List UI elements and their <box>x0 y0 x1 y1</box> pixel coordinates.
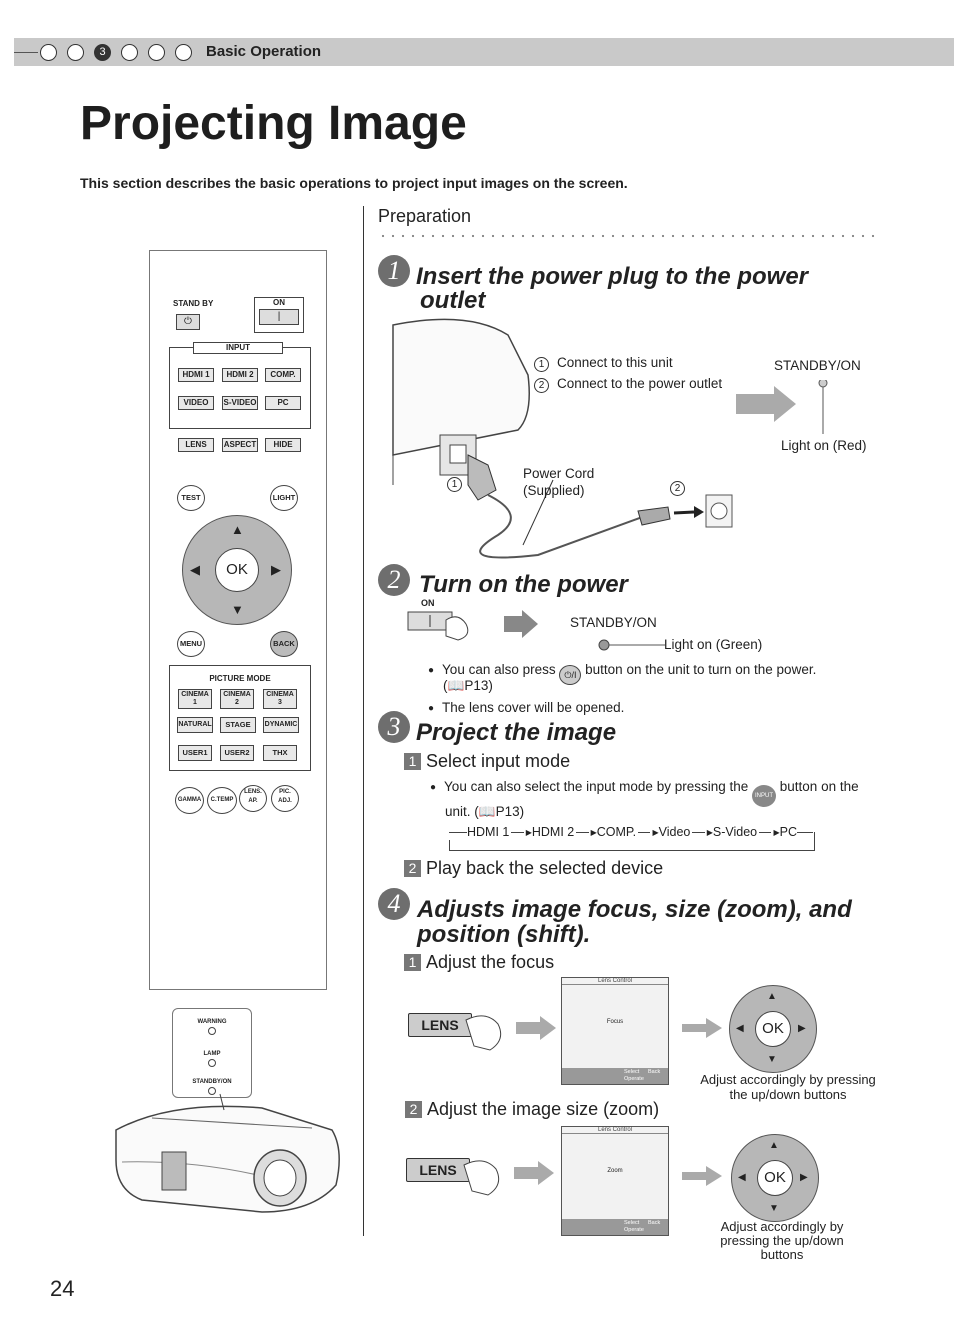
step2-heading: Turn on the power <box>419 571 628 598</box>
cinema2-button: CINEMA 2 <box>220 689 254 709</box>
circled-2-icon: 2 <box>534 378 549 393</box>
hdmi2-button: HDMI 2 <box>222 368 258 382</box>
step4-sub1-text: Adjust the focus <box>426 952 555 972</box>
user1-button: USER1 <box>178 745 212 761</box>
up-arrow-icon: ▲ <box>231 522 244 537</box>
standby-label: STANDBY/ON <box>192 1079 232 1085</box>
remote-ok-button: OK <box>215 548 259 592</box>
step4-number: 4 <box>378 888 410 920</box>
zoom-back: Back <box>648 1220 661 1226</box>
circled-1-icon: 1 <box>534 357 549 372</box>
focus-screen-title: Lens Control <box>562 978 668 985</box>
zoom-note-line3: buttons <box>760 1247 804 1262</box>
gamma-button: GAMMA <box>175 787 204 814</box>
lens-button-focus: LENS <box>408 1013 472 1037</box>
step3-sub1-number: 1 <box>404 753 421 770</box>
test-button: TEST <box>177 485 205 511</box>
step3-sub2-text: Play back the selected device <box>426 858 664 878</box>
step3-bullet-a: You can also select the input mode by pressing the <box>444 779 749 794</box>
thx-button: THX <box>263 745 297 761</box>
zoom-screen <box>561 1126 669 1236</box>
lens-button: LENS <box>178 438 214 452</box>
flow-video: Video <box>658 825 691 839</box>
step3-number: 3 <box>378 711 410 743</box>
lens-ap-button: LENS. AP. <box>239 785 267 812</box>
pic-adj-button: PIC. ADJ. <box>271 785 299 812</box>
down-arrow-icon: ▼ <box>767 1054 777 1065</box>
focus-to-dial-arrow <box>680 1018 724 1038</box>
step4-sub2 <box>405 1099 659 1120</box>
step1-item2-text: Connect to the power outlet <box>557 376 723 391</box>
step3-sub1 <box>404 751 570 772</box>
svideo-button: S-VIDEO <box>222 396 258 410</box>
zoom-select: Select <box>624 1220 640 1226</box>
zoom-screen-footer <box>562 1219 668 1235</box>
picture-mode-label: PICTURE MODE <box>209 674 271 683</box>
section-dot-current: 3 <box>94 44 111 61</box>
step2-press-on <box>406 606 546 646</box>
step2-bullet1-b: button on the unit to turn on the power. <box>585 662 817 677</box>
input-button-icon: INPUT <box>752 785 776 807</box>
down-arrow-icon: ▼ <box>231 602 244 617</box>
step4-heading-line2: position (shift). <box>417 921 591 948</box>
step2-on-label: ON <box>421 598 435 608</box>
focus-ok-button: OK <box>755 1011 791 1047</box>
step3-sub1-text: Select input mode <box>426 751 571 771</box>
step2-light-label: Light on (Green) <box>664 637 763 652</box>
right-arrow-icon: ▶ <box>271 562 281 577</box>
zoom-dial <box>731 1134 819 1222</box>
step2-bullet1-a: You can also press <box>442 662 556 677</box>
step1-light-label: Light on (Red) <box>781 438 867 453</box>
step2-standby-label: STANDBY/ON <box>570 615 657 630</box>
step4-sub1 <box>404 952 554 973</box>
up-arrow-icon: ▲ <box>769 1140 779 1151</box>
flow-hdmi1: HDMI 1 <box>467 825 510 839</box>
hide-button: HIDE <box>265 438 301 452</box>
zoom-operate: Operate <box>624 1227 644 1233</box>
zoom-to-dial-arrow <box>680 1166 724 1186</box>
focus-note <box>688 1072 888 1102</box>
step4-sub2-text: Adjust the image size (zoom) <box>427 1099 660 1119</box>
step3-bullet-c: unit. ( <box>445 804 479 819</box>
step2-bullet1-c: P13) <box>464 678 493 693</box>
zoom-screen-label: Zoom <box>607 1168 623 1174</box>
stage-button: STAGE <box>220 717 256 733</box>
video-button: VIDEO <box>178 396 214 410</box>
natural-button: NATURAL <box>177 717 213 733</box>
step4-heading-line1: Adjusts image focus, size (zoom), and <box>417 896 852 923</box>
zoom-screen-title: Lens Control <box>562 1127 668 1134</box>
focus-screen-label: Focus <box>606 1019 624 1025</box>
header-line <box>14 52 38 53</box>
step4-sub2-number: 2 <box>405 1101 422 1118</box>
remote-control <box>149 250 327 990</box>
page-title: Projecting Image <box>80 97 467 150</box>
light-button: LIGHT <box>270 485 298 511</box>
preparation-heading: Preparation <box>378 206 472 226</box>
step3-bullet-b: button on the <box>779 779 859 794</box>
step2-number: 2 <box>378 564 410 596</box>
warning-label: WARNING <box>197 1019 227 1025</box>
back-button: BACK <box>270 631 298 657</box>
power-plug-illustration <box>378 315 748 565</box>
step3-bullet <box>430 779 859 807</box>
intro-text: This section describes the basic operations to project input images on the screen. <box>80 175 628 191</box>
projector-illustration <box>112 1090 344 1220</box>
input-flow: HDMI 1 ▶ HDMI 2 ▶ COMP. ▶ Video ▶ S-Video ▶ PC <box>449 824 813 840</box>
focus-select: Select <box>624 1069 640 1075</box>
aspect-button: ASPECT <box>222 438 258 452</box>
focus-screen <box>561 977 669 1085</box>
step3-bullet-d: P13) <box>495 804 525 819</box>
step2-bullet1-ref: (📖P13) <box>443 678 493 693</box>
hdmi1-button: HDMI 1 <box>178 368 214 382</box>
focus-press-arrow <box>460 1010 560 1056</box>
focus-note-line2: the up/down buttons <box>729 1087 847 1102</box>
zoom-ok-button: OK <box>757 1160 793 1196</box>
left-arrow-icon: ◀ <box>736 1023 744 1034</box>
flow-pc: PC <box>779 825 797 839</box>
flow-svideo: S-Video <box>712 825 758 839</box>
comp-button: COMP. <box>265 368 301 382</box>
step3-sub2 <box>404 858 663 879</box>
step2-indicator <box>597 638 667 652</box>
left-arrow-icon: ◀ <box>190 562 200 577</box>
zoom-press-arrow <box>458 1155 558 1201</box>
focus-note-line1: Adjust accordingly by pressing <box>700 1072 876 1087</box>
menu-button: MENU <box>177 631 205 657</box>
section-dot-5 <box>148 44 165 61</box>
focus-dial <box>729 985 817 1073</box>
remote-on-label: ON <box>273 298 285 307</box>
step1-item2 <box>534 376 722 393</box>
right-arrow-icon: ▶ <box>800 1172 808 1183</box>
section-dot-2 <box>67 44 84 61</box>
up-arrow-icon: ▲ <box>767 991 777 1002</box>
step3-bullet-ref <box>445 804 524 820</box>
step1-item1-text: Connect to this unit <box>557 355 673 370</box>
book-icon: 📖 <box>478 804 496 819</box>
remote-dpad <box>182 515 292 625</box>
step1-standby-label: STANDBY/ON <box>774 358 861 373</box>
circled-1-callout: 1 <box>447 474 470 492</box>
on-button: | <box>259 309 299 325</box>
zoom-note-line1: Adjust accordingly by <box>720 1219 844 1234</box>
pc-button: PC <box>265 396 301 410</box>
page-number: 24 <box>50 1276 75 1301</box>
zoom-note <box>697 1220 867 1262</box>
remote-standby-label: STAND BY <box>173 299 214 308</box>
zoom-note-line2: pressing the up/down <box>720 1233 844 1248</box>
lens-button-zoom: LENS <box>406 1158 470 1182</box>
dotted-separator <box>378 234 878 238</box>
step4-sub1-number: 1 <box>404 954 421 971</box>
focus-operate: Operate <box>624 1076 644 1082</box>
input-group <box>169 347 311 429</box>
warning-led <box>208 1027 216 1035</box>
focus-back: Back <box>648 1069 661 1075</box>
step3-sub2-number: 2 <box>404 860 421 877</box>
circled-2-callout: 2 <box>670 478 693 496</box>
flow-hdmi2: HDMI 2 <box>531 825 575 839</box>
step1-number: 1 <box>378 255 410 287</box>
input-label: INPUT <box>193 342 283 354</box>
column-divider <box>363 206 364 1236</box>
section-dot-4 <box>121 44 138 61</box>
dynamic-button: DYNAMIC <box>263 717 299 733</box>
section-title: Basic Operation <box>206 43 322 60</box>
power-cord-label: Power Cord <box>523 466 595 481</box>
section-dot-1 <box>40 44 57 61</box>
standby-button: ⏻ <box>176 314 200 330</box>
step1-indicator <box>734 380 874 436</box>
flow-comp: COMP. <box>596 825 637 839</box>
ctemp-button: C.TEMP <box>207 787 237 814</box>
left-arrow-icon: ◀ <box>738 1172 746 1183</box>
user2-button: USER2 <box>220 745 254 761</box>
power-cord-supplied: (Supplied) <box>523 483 585 498</box>
step1-heading-line2: outlet <box>420 287 486 314</box>
lamp-led <box>208 1059 216 1067</box>
right-arrow-icon: ▶ <box>798 1023 806 1034</box>
lamp-label: LAMP <box>203 1051 221 1057</box>
section-dot-6 <box>175 44 192 61</box>
down-arrow-icon: ▼ <box>769 1203 779 1214</box>
indicator-callout <box>172 1008 252 1098</box>
step1-heading-line1: Insert the power plug to the power <box>416 263 809 290</box>
book-icon: 📖 <box>447 678 465 693</box>
focus-screen-footer <box>562 1068 668 1084</box>
step2-bullet2: ● The lens cover will be opened. <box>428 700 624 715</box>
step3-heading: Project the image <box>416 719 617 746</box>
step1-item1 <box>534 355 673 372</box>
power-button-icon: ⏻/I <box>559 665 581 685</box>
on-button-frame <box>254 297 304 333</box>
cinema1-button: CINEMA 1 <box>178 689 212 709</box>
cinema3-button: CINEMA 3 <box>263 689 297 709</box>
